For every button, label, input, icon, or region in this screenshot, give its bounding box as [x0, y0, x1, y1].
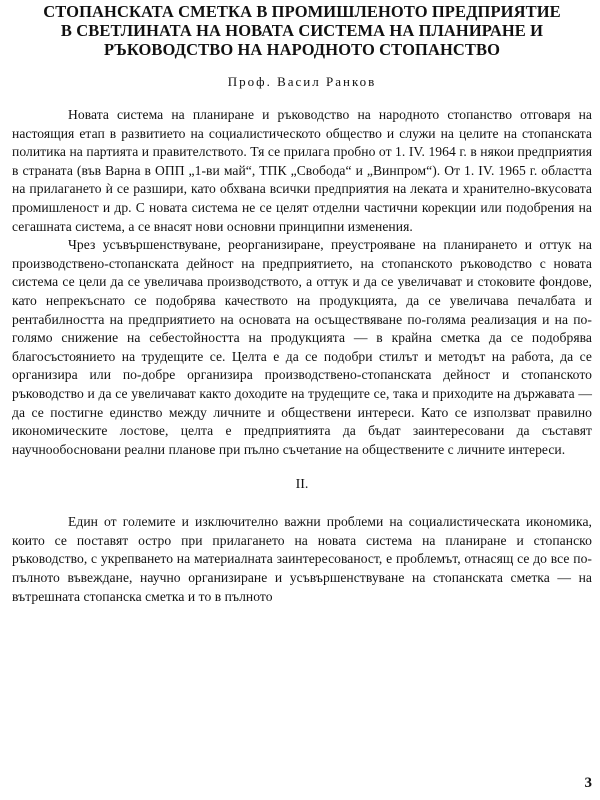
- paragraph: Чрез усъвършенствуване, реорганизиране, преустрояване на планирането и оттук на производствено-стопанската дейност на предприятието, на стопанското ръководство с новата система се цели да се увеличава производството, а оттук и да се увеличават и стоковите фондове, като непрекъснато се подобрява качеството на продукцията, да се увеличава печалбата и рентабилността на предприятието на основата на осъществяване по-голяма реализация и на по-голямо снижение на себестойността на продукцията — в крайна сметка да се подобрява благосъстоянието на трудещите се. Целта е да се подобри стилът и методът на работа, да се организира или по-добре организира производствено-стопанската дейност и стопанското ръководство и да се увеличават както доходите на трудещите се, така и приходите на държавата — да се постигне единство между личните и обществени интереси. Като се използват правилно икономическите лостове, целта е предприятията да бъдат заинтересовани да съставят научнообосновани реални планове при пълно съчетание на обществените с личните интереси.: [12, 237, 592, 457]
- section-number: II.: [295, 477, 309, 493]
- title-line: РЪКОВОДСТВО НА НАРОДНОТО СТОПАНСТВО: [103, 40, 501, 59]
- article-title: [12, 2, 592, 59]
- paragraph: Един от големите и изключително важни проблеми на социалистическата икономика, които се поставят остро при прилагането на новата система на планиране и стопанско ръководство, с укрепването на материалната заинтересованост, е проблемът, отнасящ се до все по-пълното въвеждане, научно организиране и усъвършенствуване на стопанската сметка — на вътрешната стопанска сметка и то в пълното: [12, 514, 592, 604]
- section-2: [12, 513, 592, 606]
- author-name: Проф. Васил Ранков: [227, 74, 377, 89]
- paragraph: Новата система на планиране и ръководство на народното стопанство отговаря на настоящия етап в развитието на социалистическото общество и служи на целите на стопанската политика на партията и правителството. Тя се прилага пробно от 1. IV. 1964 г. в някои предприятия в страната (във Варна в ОПП „1-ви май“, ТПК „Свобода“ и „Винпром“). От 1. IV. 1965 г. областта на прилагането ѝ се разшири, като обхвана всички предприятия на леката и хранително-вкусовата промишленост и др. С новата система не се целят отделни частични корекции или подобрения на сегашната система, а се внасят нови основни принципни изменения.: [12, 107, 592, 234]
- title-line: В СВЕТЛИНАТА НА НОВАТА СИСТЕМА НА ПЛАНИРАНЕ И: [60, 21, 544, 40]
- section-1: [12, 106, 592, 459]
- title-line: СТОПАНСКАТА СМЕТКА В ПРОМИШЛЕНОТО ПРЕДПРИЯТИЕ: [43, 2, 561, 21]
- page-number: 3: [584, 775, 592, 791]
